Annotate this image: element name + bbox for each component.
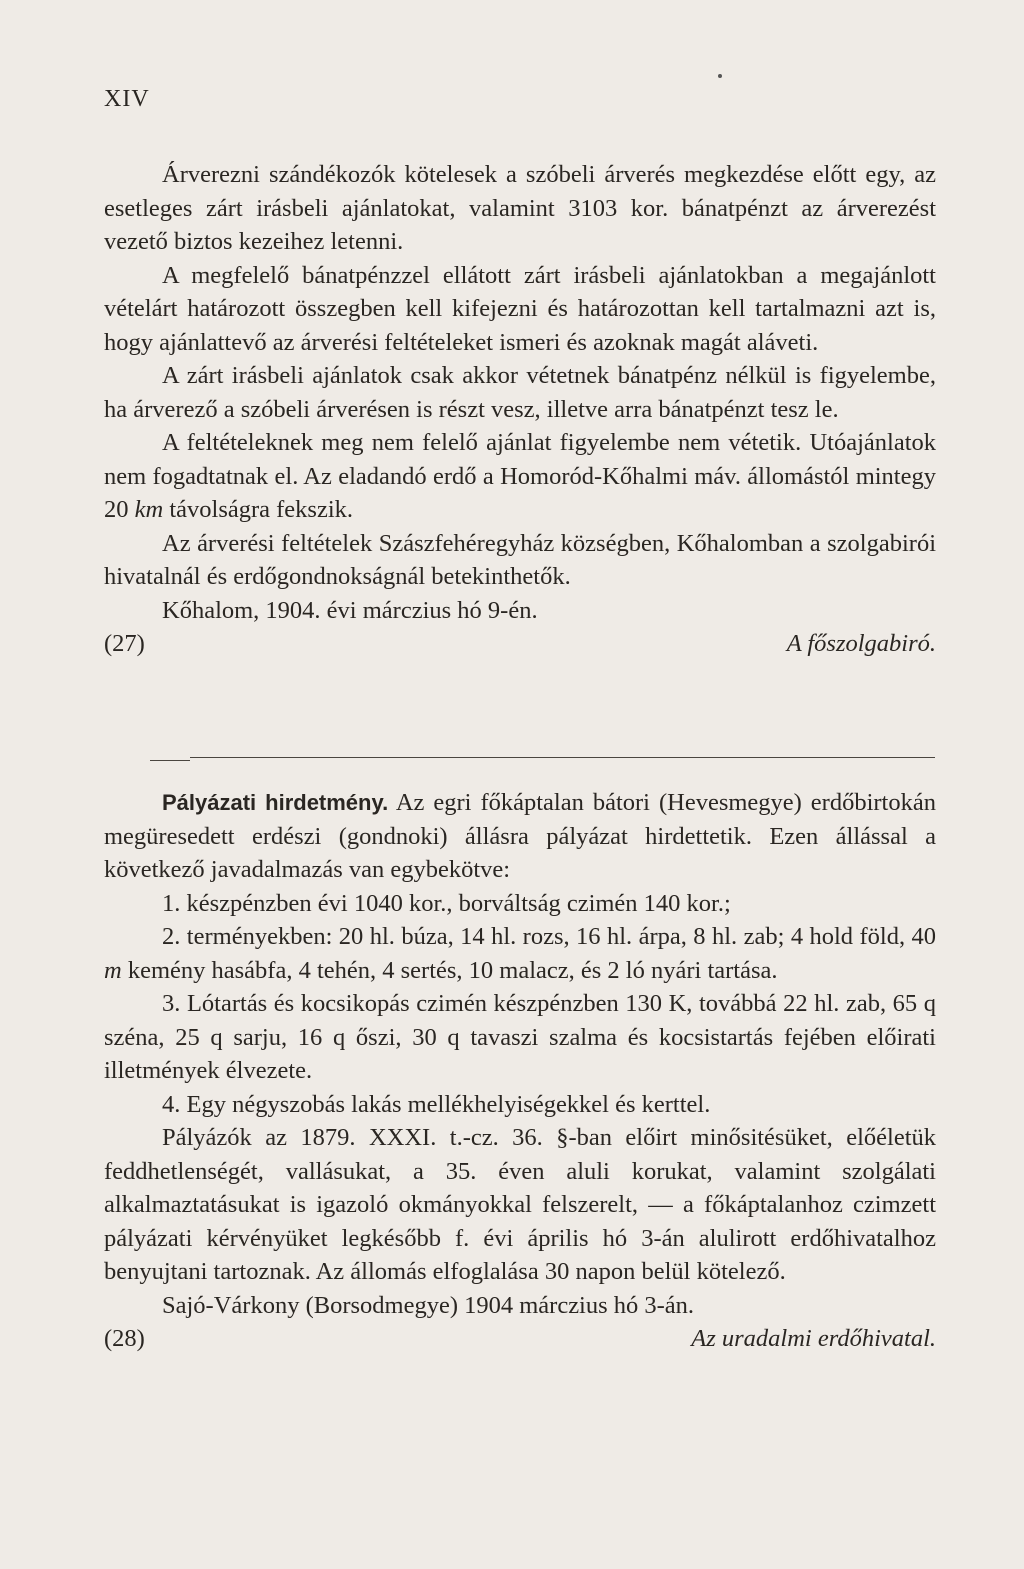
page-number: XIV (104, 86, 150, 112)
unit-km: km (134, 496, 164, 523)
paragraph: A megfelelő bánatpénzzel ellátott zárt irásbeli ajánlatokban a megajánlott vételárt határozott összegben kell kifejezni és határozottan kell tartalmazni azt is, hogy ajánlattevő az árverési feltételeket ismeri és azoknak magát aláveti. (104, 261, 936, 356)
divider (190, 757, 935, 758)
paragraph: Az árverési feltételek Szászfehéregyház községben, Kőhalomban a szolgabirói hivatalnál és erdőgondnokságnál betekinthetők. (104, 529, 936, 590)
text: távolságra fekszik. (163, 496, 354, 523)
paragraph: Kőhalom, 1904. évi márczius hó 9-én. (162, 596, 538, 624)
signature-line (104, 1322, 936, 1356)
notice-number: (27) (104, 630, 145, 657)
paragraph: Pályázók az 1879. XXXI. t.-cz. 36. §-ban előirt minősitésüket, előéletük feddhetlenségét, vallásukat, a 35. éven aluli korukat, valamint szolgálati alkalmaztatásukat is igazoló okmányokkal felszerelt, — a főkáptalanhoz czimzett pályázati kérvényüket legkésőbb f. évi április hó 3-án alulirott erdőhivatalhoz benyujtani tartoznak. Az állomás elfoglalása 30 napon belül kötelező. (104, 1124, 936, 1285)
notice-heading: Pályázati hirdetmény. (162, 790, 389, 815)
text: A feltételeknek meg nem felelő ajánlat figyelembe nem vétetik. Utóajánlatok nem fogadtatnak el. Az eladandó erdő a Homoród-Kőhalmi máv. állomástól mintegy 20 (104, 429, 936, 523)
signature: A főszolgabiró. (786, 630, 936, 657)
paragraph (104, 786, 936, 887)
print-speck (718, 74, 722, 78)
unit-m: m (104, 956, 122, 984)
list-item: 1. készpénzben évi 1040 kor., borváltság czimén 140 kor.; (162, 889, 731, 917)
list-item (104, 920, 936, 987)
text: Az egri főkáptalan bátori (Hevesmegye) erdőbirtokán megüresedett erdészi (gondnoki) állásra pályázat hirdettetik. Ezen állással a következő javadalmazás van egybekötve: (104, 789, 936, 883)
text: kemény hasábfa, 4 tehén, 4 sertés, 10 malacz, és 2 ló nyári tartása. (121, 956, 778, 984)
text: 2. terményekben: 20 hl. búza, 14 hl. rozs, 16 hl. árpa, 8 hl. zab; 4 hold föld, 40 (162, 923, 936, 950)
auction-notice (104, 158, 936, 661)
paragraph: Sajó-Várkony (Borsodmegye) 1904 márczius hó 3-án. (162, 1291, 695, 1319)
divider (150, 760, 190, 761)
list-item: 4. Egy négyszobás lakás mellékhelyiségekkel és kerttel. (162, 1090, 711, 1118)
paragraph: A zárt irásbeli ajánlatok csak akkor vétetnek bánatpénz nélkül is figyelembe, ha árverező a szóbeli árverésen is részt vesz, illetve arra bánatpénzt tesz le. (104, 362, 936, 423)
list-item: 3. Lótartás és kocsikopás czimén készpénzben 130 K, továbbá 22 hl. zab, 65 q széna, 25 q sarju, 16 q őszi, 30 q tavaszi szalma és kocsistartás fejében előirati illetmények élvezete. (104, 990, 936, 1084)
paragraph: Árverezni szándékozók kötelesek a szóbeli árverés megkezdése előtt egy, az esetleges zárt irásbeli ajánlatokat, valamint 3103 kor. bánatpénzt az árverezést vezető biztos kezeihez letenni. (104, 161, 936, 255)
signature-line (104, 627, 936, 661)
paragraph (104, 426, 936, 527)
signature: Az uradalmi erdőhivatal. (691, 1325, 936, 1352)
notice-number: (28) (104, 1325, 145, 1352)
tender-notice (104, 786, 936, 1356)
